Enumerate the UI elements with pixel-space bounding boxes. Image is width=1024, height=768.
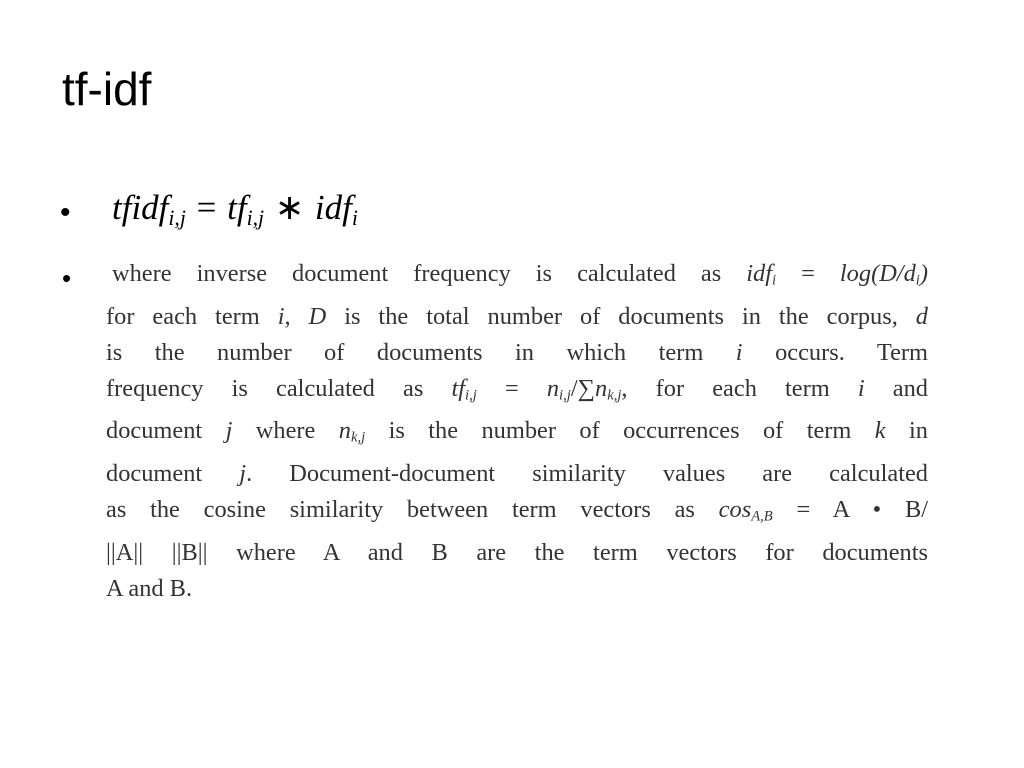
- formula-lhs-sub: i,j: [168, 206, 186, 231]
- paragraph-line: [106, 571, 928, 607]
- paragraph-line: [106, 456, 928, 492]
- slide-title: tf-idf: [62, 63, 152, 115]
- math-run: j: [239, 459, 247, 487]
- tfidf-formula: [112, 188, 358, 231]
- math-run: i: [857, 374, 865, 402]
- formula-lhs: tfidf: [112, 188, 169, 227]
- math-n: [339, 417, 365, 444]
- formula-idf: idf: [314, 188, 352, 227]
- math-sub: i: [772, 272, 777, 289]
- math-run: tf: [451, 374, 466, 402]
- formula-idf-sub: i: [351, 206, 358, 231]
- text-run: /∑: [570, 374, 595, 402]
- math-log: [840, 260, 920, 287]
- math-run: d: [915, 302, 928, 330]
- math-run: j: [225, 417, 233, 445]
- math-run: n: [338, 417, 351, 445]
- math-sub: A,B: [751, 508, 773, 525]
- paragraph-line: [106, 492, 928, 535]
- math-sub: k,j: [350, 429, 366, 446]
- math-run: k: [874, 417, 886, 445]
- text-run: =: [776, 260, 840, 287]
- math-n: [595, 375, 621, 402]
- text-run: ,: [284, 302, 309, 330]
- math-run: i: [735, 338, 743, 366]
- text-run: =: [476, 374, 547, 402]
- math-sub: i,j: [465, 387, 477, 404]
- math-n: [547, 375, 571, 402]
- explanation-paragraph: [106, 256, 928, 607]
- text-run: . Document-document similarity values are calculated: [246, 459, 929, 487]
- text-run: where: [232, 417, 339, 445]
- math-run: n: [546, 374, 560, 402]
- paragraph-line: [106, 413, 928, 456]
- text-run: occurs. Term: [742, 338, 928, 366]
- paragraph-line: [106, 335, 928, 371]
- text-run: ): [919, 260, 928, 287]
- math-run: idf: [746, 260, 773, 287]
- text-run: is the number of occurrences of term: [365, 417, 875, 445]
- formula-tf-sub: i,j: [246, 206, 265, 231]
- formula-times: ∗: [274, 188, 305, 227]
- text-run: frequency is calculated as: [106, 374, 452, 402]
- paragraph-line: [106, 371, 928, 414]
- math-run: log(D/d: [839, 260, 916, 287]
- bullet-marker: •: [60, 196, 71, 229]
- math-sub: i: [915, 272, 920, 289]
- math-cos: [719, 496, 773, 523]
- text-run: is the total number of documents in the corpus,: [326, 302, 916, 330]
- paragraph-line: [106, 299, 928, 335]
- text-run: is the number of documents in which term: [106, 338, 736, 366]
- formula-tf: tf: [227, 188, 247, 227]
- text-run: and: [864, 374, 928, 402]
- text-run: document: [106, 459, 240, 487]
- text-run: for each term: [106, 302, 278, 330]
- text-run: where inverse document frequency is calculated as: [112, 260, 747, 287]
- math-sub: i,j: [559, 387, 571, 404]
- math-idf: [746, 260, 776, 287]
- text-run: in: [885, 417, 929, 445]
- paragraph-line: [106, 535, 928, 571]
- text-run: A and B.: [106, 574, 193, 602]
- math-run: cos: [718, 495, 752, 523]
- formula-equals: =: [196, 188, 217, 227]
- text-run: , for each term: [621, 374, 858, 402]
- math-run: n: [595, 374, 608, 402]
- paragraph-line: [106, 256, 928, 299]
- math-run: i: [277, 302, 285, 330]
- math-sub: k,j: [607, 387, 622, 404]
- math-tf: [451, 375, 476, 402]
- text-run: ||A|| ||B|| where A and B are the term vectors for documents: [106, 538, 928, 566]
- math-run: D: [308, 302, 327, 330]
- text-run: = A • B/: [772, 495, 929, 523]
- text-run: document: [106, 417, 226, 445]
- bullet-marker: •: [62, 263, 72, 293]
- text-run: as the cosine similarity between term vectors as: [106, 495, 719, 523]
